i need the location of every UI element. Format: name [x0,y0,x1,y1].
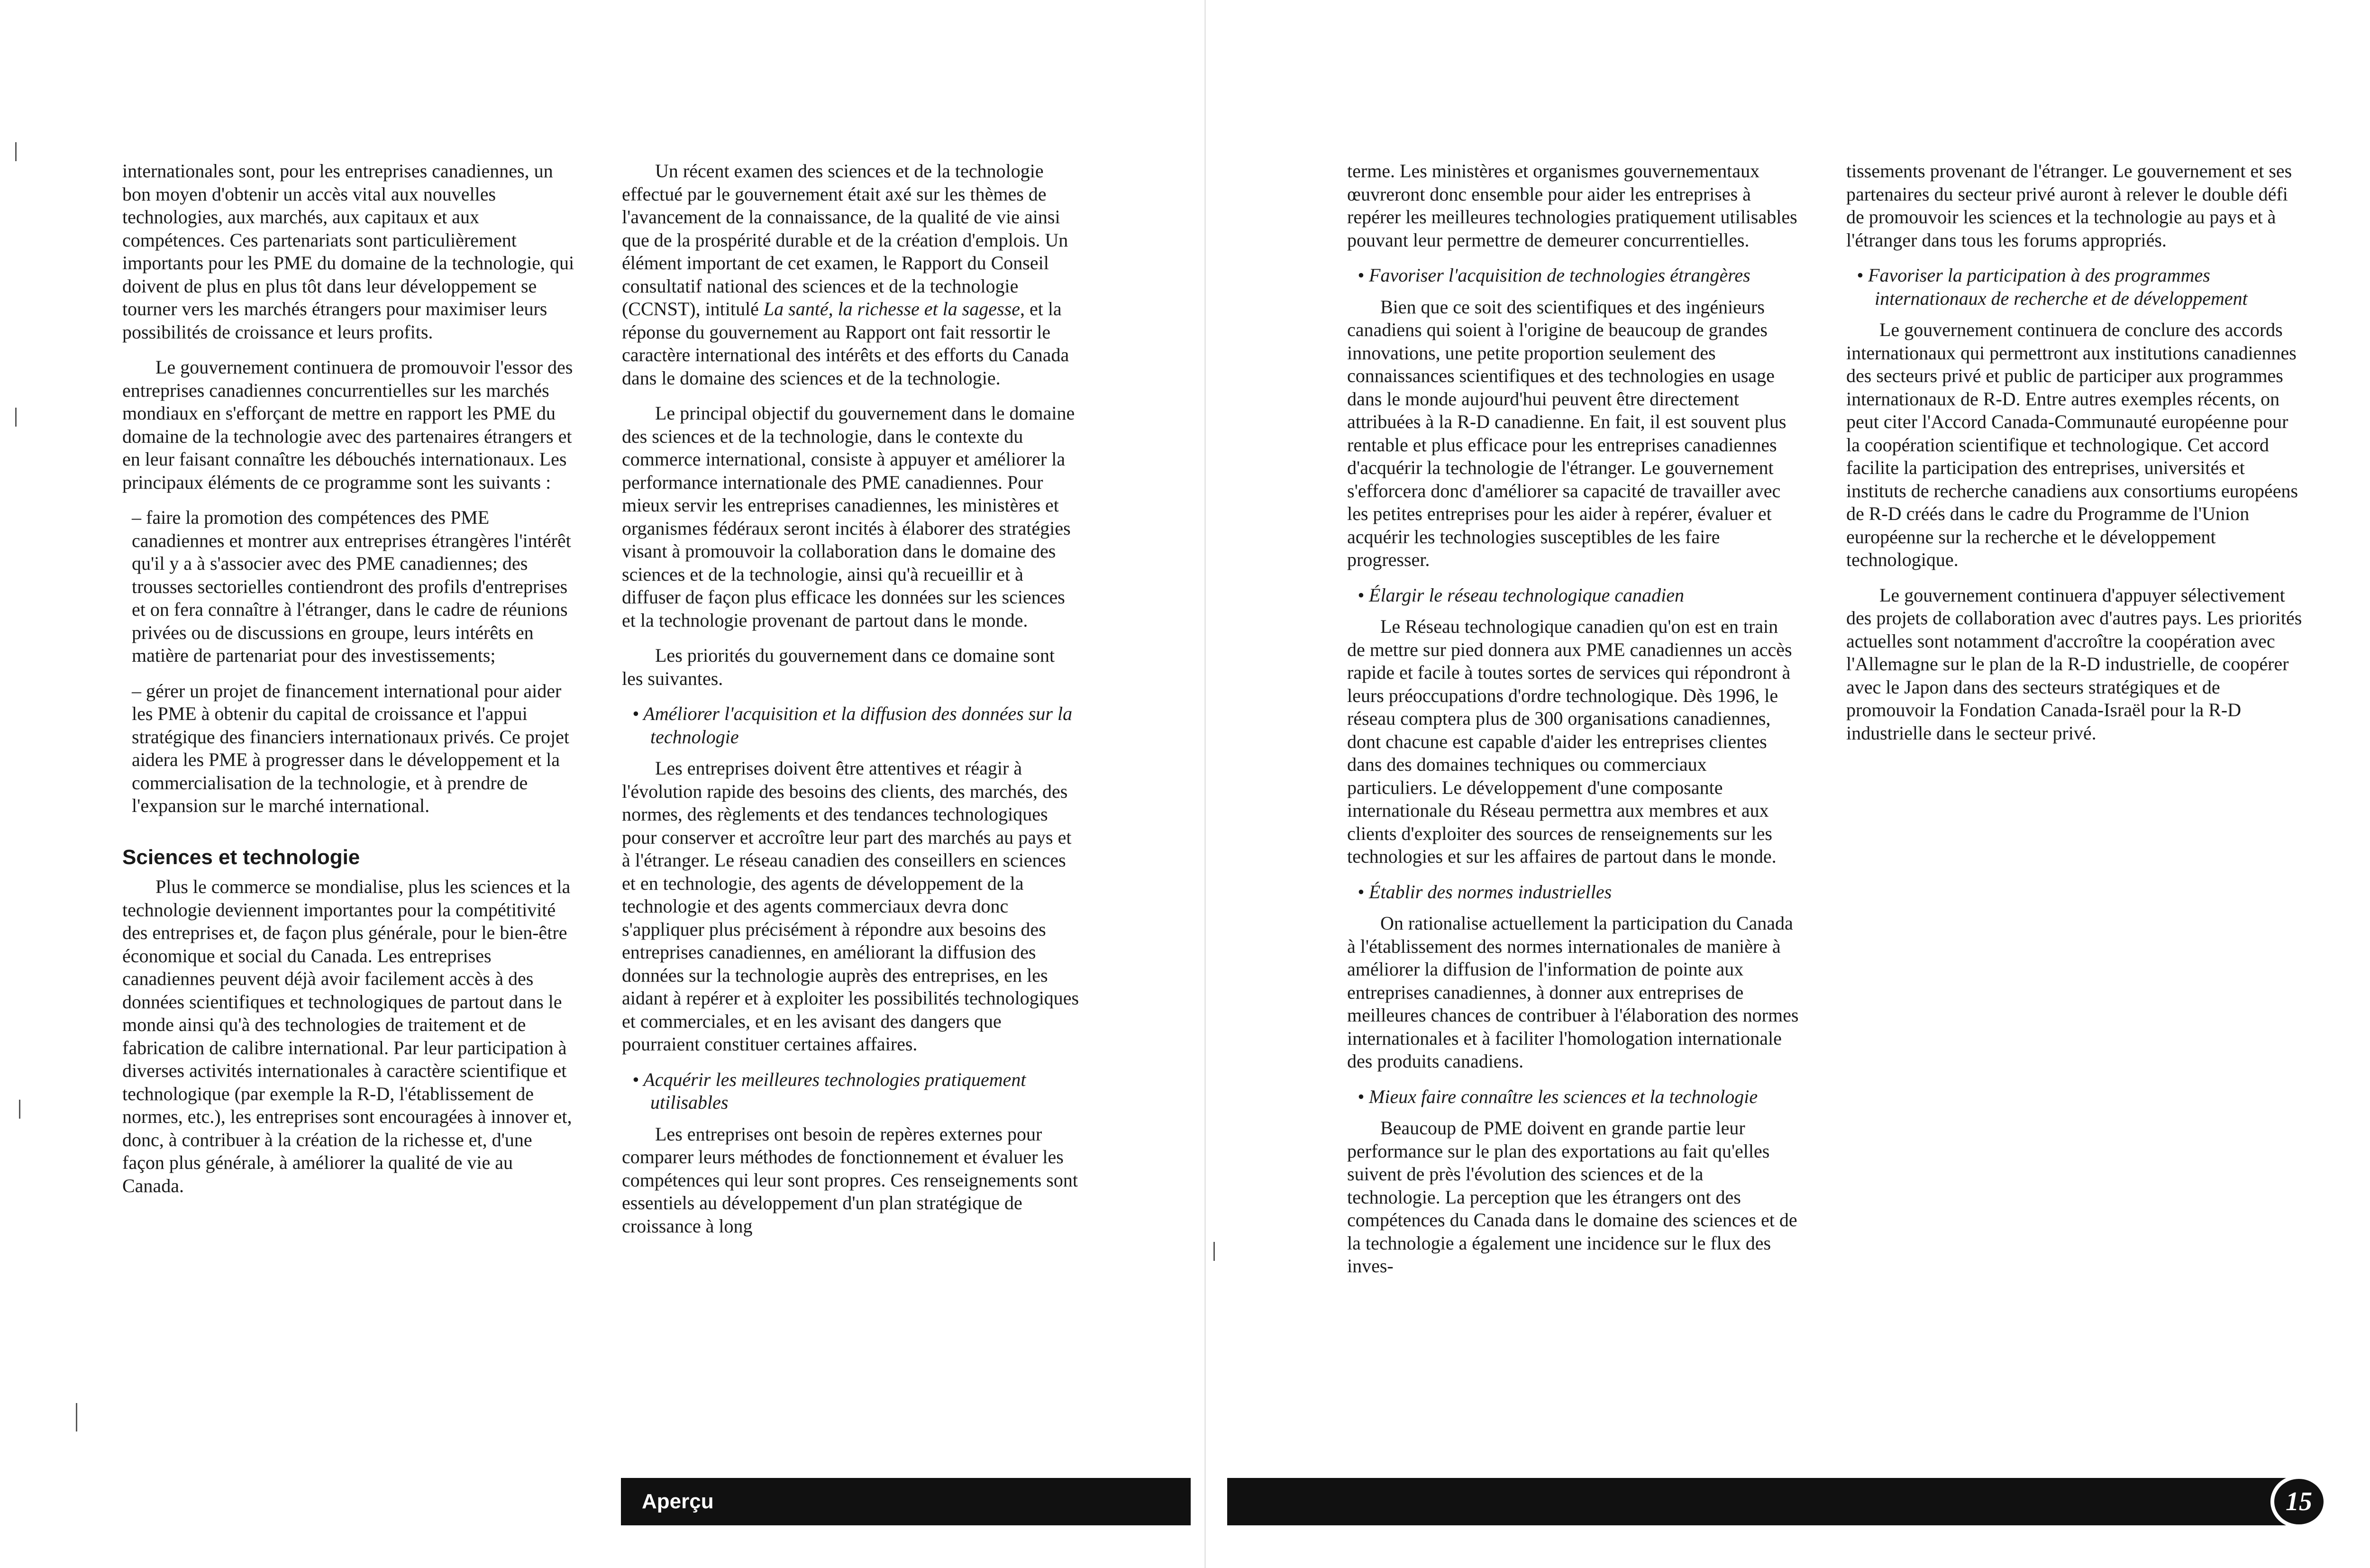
right-page-column-1 [1347,160,1800,1290]
bullet-heading: • Élargir le réseau technologique canadien [1358,584,1685,606]
footer-section-label: Aperçu [642,1490,714,1513]
paragraph: Le gouvernement continuera de conclure des accords internationaux qui permettront aux institutions canadiennes des secteurs privé et public de participer aux programmes internationaux de R-D. Entre autres exemples récents, on peut citer l'Accord Canada-Communauté européenne pour la coopération scientifique et technologique. Cet accord facilite la participation des entreprises, universités et instituts de recherche canadiens aux consortiums européens de R-D créés dans le cadre du Programme de l'Union européenne sur la recherche et le développement technologique. [1846,319,2298,570]
left-page-column-2 [622,160,1079,1250]
bullet-heading: • Acquérir les meilleures technologies pratiquement utilisables [632,1068,1026,1113]
paragraph: Plus le commerce se mondialise, plus les sciences et la technologie deviennent importantes pour la compétitivité des entreprises et, de façon plus générale, pour le bien-être économique et social du Canada. Les entreprises canadiennes peuvent déjà avoir facilement accès à des données scientifiques et technologiques de partout dans le monde ainsi qu'à des technologies de traitement et de fabrication de calibre international. Par leur participation à diverses activités internationales à caractère scientifique et technologique (par exemple la R-D, l'établissement de normes, etc.), les entreprises sont encouragées à innover et, donc, à contribuer à la création de la richesse et, d'une façon plus générale, à améliorer la qualité de vie au Canada. [122,876,572,1196]
page-gutter [1204,0,1206,1568]
dash-list-item: – faire la promotion des compétences des PME canadiennes et montrer aux entreprises étrangères l'intérêt qu'il y a à s'associer avec des PME canadiennes; des trousses sectorielles contiendront des profils d'entreprises et on fera connaître à l'étranger, dans le cadre de réunions privées ou de discussions en groupe, leurs intérêts en matière de partenariat pour des investissements; [132,507,571,666]
paragraph: Le principal objectif du gouvernement dans le domaine des sciences et de la technologie, dans le contexte du commerce international, consiste à appuyer et améliorer la performance internationale des PME canadiennes. Pour mieux servir les entreprises canadiennes, les ministères et organismes fédéraux seront incités à élaborer des stratégies visant à promouvoir la collaboration dans le domaine des sciences et de la technologie, ainsi qu'à recueillir et à diffuser de façon plus efficace les données sur les sciences et la technologie provenant de partout dans le monde. [622,402,1075,631]
paragraph: Les entreprises doivent être attentives et réagir à l'évolution rapide des besoins des clients, des marchés, des normes, des règlements et des tendances technologiques pour conserver et accroître leur part des marchés au pays et à l'étranger. Le réseau canadien des conseillers en sciences et en technologie, des agents de développement de la technologie et des agents commerciaux devra donc s'appliquer plus précisément à répondre aux besoins des entreprises canadiennes, en améliorant la diffusion des données sur la technologie auprès des entreprises, en les aidant à repérer et à exploiter les possibilités technologiques et commerciales, et en les avisant des dangers que pourraient constituer certaines affaires. [622,757,1079,1055]
scan-margin-mark [76,1403,77,1431]
left-page-column-1 [122,160,576,1210]
scan-margin-mark [15,142,17,161]
page-number-badge [2270,1475,2327,1528]
right-page-column-2 [1846,160,2304,757]
bullet-heading: • Mieux faire connaître les sciences et la technologie [1358,1085,1758,1107]
section-heading: Sciences et technologie [122,845,360,869]
paragraph: On rationalise actuellement la participation du Canada à l'établissement des normes internationales de manière à améliorer la diffusion de l'information de pointe aux entreprises canadiennes, à donner aux entreprises de meilleures chances de contribuer à l'élaboration des normes internationales et à faciliter l'homologation internationale des produits canadiens. [1347,912,1799,1072]
page-number: 15 [2286,1487,2312,1516]
paragraph: Les priorités du gouvernement dans ce domaine sont les suivantes. [622,645,1055,689]
bullet-heading: • Favoriser l'acquisition de technologies étrangères [1358,264,1750,286]
scan-margin-mark [15,408,17,427]
footer-bar-left [621,1478,1191,1525]
paragraph: Le gouvernement continuera de promouvoir l'essor des entreprises canadiennes concurrentielles sur les marchés mondiaux en s'efforçant de mettre en rapport les PME du domaine de la technologie avec des partenaires étrangers et en leur faisant connaître les débouchés internationaux. Les principaux éléments de ce programme sont les suivants : [122,356,573,493]
paragraph: Les entreprises ont besoin de repères externes pour comparer leurs méthodes de fonctionnement et évaluer les compétences qui leur sont propres. Ces renseignements sont essentiels au développement d'un plan stratégique de croissance à long [622,1123,1078,1237]
bullet-heading: • Favoriser la participation à des programmes internationaux de recherche et de développement [1857,264,2248,309]
scan-margin-mark [1213,1242,1215,1261]
paragraph: Beaucoup de PME doivent en grande partie leur performance sur le plan des exportations au fait qu'elles suivent de près l'évolution des sciences et de la technologie. La perception que les étrangers ont des compétences du Canada dans le domaine des sciences et de la technologie a également une incidence sur le flux des inves- [1347,1117,1797,1276]
footer-bar-right [1227,1478,2289,1525]
paragraph: Le Réseau technologique canadien qu'on est en train de mettre sur pied donnera aux PME canadiennes un accès rapide et facile à toutes sortes de services qui répondront à leurs préoccupations d'ordre technologique. Dès 1996, le réseau comptera plus de 300 organisations canadiennes, dont chacune est capable d'aider les entreprises clientes dans des domaines techniques ou commerciaux particuliers. Le développement d'une composante internationale du Réseau permettra aux membres et aux clients d'exploiter des sources de renseignements sur les technologies et sur les affaires de partout dans le monde. [1347,616,1792,867]
bullet-heading: • Améliorer l'acquisition et la diffusion des données sur la technologie [632,703,1073,748]
paragraph: internationales sont, pour les entreprises canadiennes, un bon moyen d'obtenir un accès vital aux nouvelles technologies, aux marchés, aux capitaux et aux compétences. Ces partenariats sont particulièrement importants pour les PME du domaine de la technologie, qui doivent de plus en plus tôt dans leur développement se tourner vers les marchés étrangers pour maximiser leurs possibilités de croissance et leurs profits. [122,160,574,343]
paragraph: Le gouvernement continuera d'appuyer sélectivement des projets de collaboration avec d'autres pays. Les priorités actuelles sont notamment d'accroître la coopération avec l'Allemagne sur le plan de la R-D industrielle, de coopérer avec le Japon dans des secteurs stratégiques et de promouvoir la Fondation Canada-Israël pour la R-D industrielle dans le secteur privé. [1846,584,2302,744]
report-title: La santé, la richesse et la sagesse [763,298,1020,319]
paragraph: tissements provenant de l'étranger. Le gouvernement et ses partenaires du secteur privé auront à relever le double défi de promouvoir les sciences et la technologie au pays et à l'étranger dans tous les forums appropriés. [1846,160,2292,251]
paragraph-text: , et la réponse du gouvernement au Rapport ont fait ressortir le caractère international des intérêts et des efforts du Canada dans le domaine des sciences et de la technologie. [622,298,1069,389]
bullet-heading: • Établir des normes industrielles [1358,881,1612,903]
paragraph: Bien que ce soit des scientifiques et des ingénieurs canadiens qui soient à l'origine de beaucoup de grandes innovations, une petite proportion seulement des connaissances scientifiques et des technologies en usage dans le monde aujourd'hui peuvent être directement attribuées à la R-D canadienne. En fait, il est souvent plus rentable et plus efficace pour les entreprises canadiennes d'acquérir la technologie de l'étranger. Le gouvernement s'efforcera donc d'améliorer sa capacité de travailler avec les petites entreprises pour les aider à repérer, évaluer et acquérir les technologies susceptibles de les faire progresser. [1347,296,1787,570]
paragraph [622,160,1079,390]
scan-margin-mark [19,1100,20,1119]
dash-list-item: – gérer un projet de financement international pour aider les PME à obtenir du capital de croissance et l'appui stratégique des financiers internationaux privés. Ce projet aidera les PME à progresser dans le développement et la commercialisation de la technologie, et à prendre de l'expansion sur le marché international. [132,680,570,816]
paragraph: terme. Les ministères et organismes gouvernementaux œuvreront donc ensemble pour aider les entreprises à repérer les meilleures technologies pratiquement utilisables pouvant leur permettre de demeurer concurrentielles. [1347,160,1797,251]
paragraph-text: Un récent examen des sciences et de la technologie effectué par le gouvernement était axé sur les thèmes de l'avancement de la connaissance, de la qualité de vie ainsi que de la prospérité durable et de la création d'emplois. Un élément important de cet examen, le Rapport du Conseil consultatif national des sciences et de la technologie (CCNST), intitulé [622,160,1068,319]
